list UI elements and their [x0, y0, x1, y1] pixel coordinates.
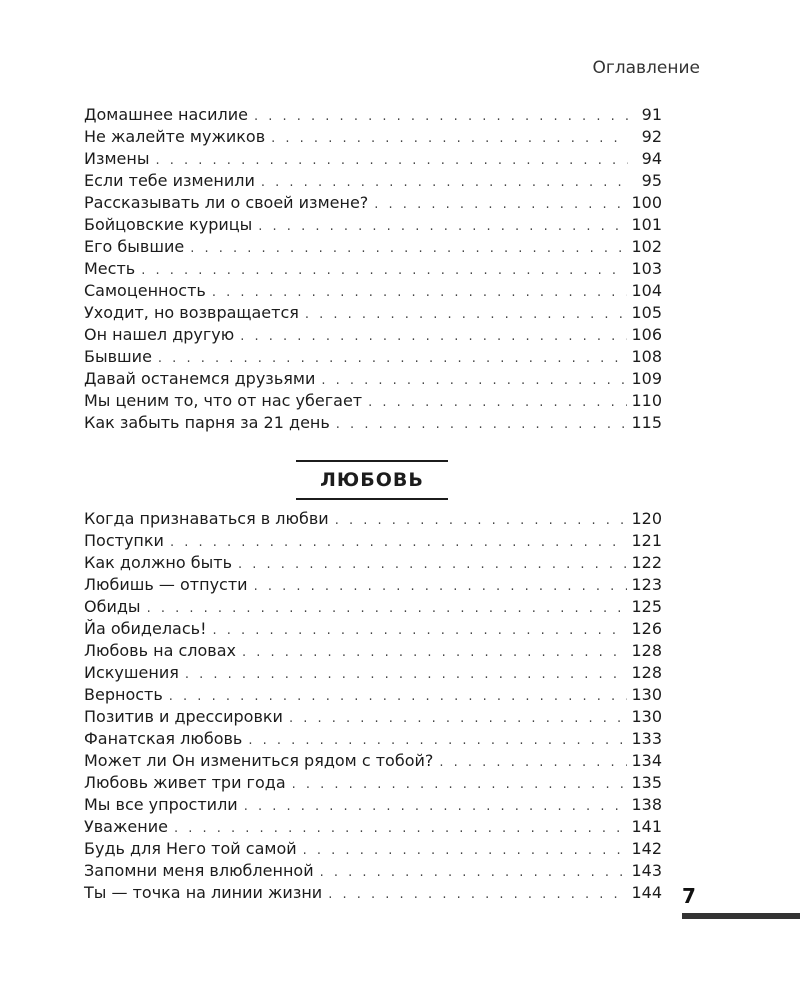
toc-entry-title: Обиды [84, 597, 141, 616]
toc-entry-title: Любишь — отпусти [84, 575, 248, 594]
toc-entry-title: Уважение [84, 817, 168, 836]
toc-entry [84, 684, 662, 706]
toc-entry-page: 95 [641, 171, 662, 190]
toc-entry-title: Ты — точка на линии жизни [84, 883, 323, 902]
toc-leader-dots [185, 664, 628, 686]
toc-entry-title: Давай останемся друзьями [84, 369, 316, 388]
toc-entry-page: 144 [631, 883, 662, 902]
toc-list-section-2 [84, 508, 662, 904]
toc-entry-title: Когда признаваться в любви [84, 509, 329, 528]
toc-entry-title: Будь для Него той самой [84, 839, 297, 858]
toc-entry-title: Месть [84, 259, 136, 278]
toc-entry-page: 130 [631, 685, 662, 704]
toc-leader-dots [336, 414, 628, 436]
toc-entry-page: 105 [631, 303, 662, 322]
toc-entry [84, 346, 662, 368]
toc-entry-title: Его бывшие [84, 237, 185, 256]
toc-entry-page: 115 [631, 413, 662, 432]
toc-entry [84, 552, 662, 574]
toc-entry-page: 109 [631, 369, 662, 388]
toc-entry-title: Домашнее насилие [84, 105, 248, 124]
toc-entry [84, 126, 662, 148]
toc-leader-dots [305, 304, 628, 326]
toc-leader-dots [254, 576, 628, 598]
toc-entry-page: 102 [631, 237, 662, 256]
toc-leader-dots [174, 818, 628, 840]
toc-entry-page: 94 [641, 149, 662, 168]
toc-entry-page: 110 [631, 391, 662, 410]
toc-entry-title: Может ли Он измениться рядом с тобой? [84, 751, 434, 770]
toc-entry-title: Измены [84, 149, 150, 168]
toc-entry [84, 324, 662, 346]
toc-leader-dots [261, 172, 628, 194]
toc-entry-page: 92 [641, 127, 662, 146]
toc-leader-dots [155, 150, 628, 172]
toc-entry-title: Любовь на словах [84, 641, 236, 660]
toc-entry-page: 106 [631, 325, 662, 344]
toc-entry-page: 108 [631, 347, 662, 366]
toc-leader-dots [213, 620, 628, 642]
toc-leader-dots [147, 598, 628, 620]
toc-entry [84, 214, 662, 236]
toc-entry-title: Искушения [84, 663, 179, 682]
toc-entry [84, 772, 662, 794]
toc-entry [84, 728, 662, 750]
toc-entry-page: 100 [631, 193, 662, 212]
toc-entry-title: Как должно быть [84, 553, 232, 572]
toc-entry-title: Позитив и дрессировки [84, 707, 283, 726]
toc-leader-dots [292, 774, 628, 796]
running-header: Оглавление [592, 58, 700, 78]
toc-entry-title: Если тебе изменили [84, 171, 255, 190]
toc-entry [84, 838, 662, 860]
toc-entry [84, 750, 662, 772]
toc-entry-page: 103 [631, 259, 662, 278]
toc-list-section-1 [84, 104, 662, 434]
toc-leader-dots [271, 128, 628, 150]
toc-entry-title: Поступки [84, 531, 164, 550]
toc-entry [84, 662, 662, 684]
toc-entry-page: 123 [631, 575, 662, 594]
toc-entry [84, 882, 662, 904]
toc-entry [84, 236, 662, 258]
toc-entry [84, 816, 662, 838]
toc-leader-dots [303, 840, 628, 862]
toc-entry-page: 120 [631, 509, 662, 528]
page-edge-bar [682, 913, 800, 919]
toc-leader-dots [374, 194, 627, 216]
toc-entry-title: Бойцовские курицы [84, 215, 253, 234]
toc-entry-page: 126 [631, 619, 662, 638]
toc-entry-title: Мы все упростили [84, 795, 238, 814]
toc-entry [84, 640, 662, 662]
toc-leader-dots [258, 216, 627, 238]
page-number: 7 [682, 884, 696, 908]
toc-leader-dots [439, 752, 627, 774]
toc-leader-dots [321, 370, 627, 392]
toc-entry-page: 134 [631, 751, 662, 770]
toc-entry [84, 706, 662, 728]
toc-leader-dots [254, 106, 628, 128]
toc-leader-dots [169, 686, 628, 708]
toc-entry [84, 618, 662, 640]
toc-entry-title: Уходит, но возвращается [84, 303, 299, 322]
toc-entry-title: Он нашел другую [84, 325, 235, 344]
toc-entry [84, 258, 662, 280]
toc-entry-title: Йа обиделась! [84, 619, 207, 638]
toc-entry-page: 91 [641, 105, 662, 124]
toc-leader-dots [141, 260, 627, 282]
toc-leader-dots [238, 554, 627, 576]
toc-entry-page: 122 [631, 553, 662, 572]
toc-leader-dots [212, 282, 628, 304]
toc-entry-page: 143 [631, 861, 662, 880]
toc-entry [84, 794, 662, 816]
toc-entry [84, 192, 662, 214]
toc-leader-dots [242, 642, 627, 664]
toc-leader-dots [190, 238, 627, 260]
toc-leader-dots [335, 510, 628, 532]
toc-leader-dots [248, 730, 627, 752]
toc-entry-page: 135 [631, 773, 662, 792]
toc-entry-title: Любовь живет три года [84, 773, 286, 792]
toc-entry [84, 390, 662, 412]
toc-leader-dots [170, 532, 628, 554]
toc-entry-title: Бывшие [84, 347, 152, 366]
toc-entry-page: 121 [631, 531, 662, 550]
toc-entry-page: 128 [631, 663, 662, 682]
toc-entry [84, 860, 662, 882]
toc-entry [84, 302, 662, 324]
toc-entry-title: Мы ценим то, что от нас убегает [84, 391, 363, 410]
toc-entry-page: 128 [631, 641, 662, 660]
toc-entry-page: 125 [631, 597, 662, 616]
toc-entry-page: 104 [631, 281, 662, 300]
toc-entry [84, 170, 662, 192]
toc-entry [84, 574, 662, 596]
toc-entry-title: Запомни меня влюбленной [84, 861, 314, 880]
toc-entry-title: Не жалейте мужиков [84, 127, 266, 146]
toc-leader-dots [328, 884, 627, 906]
toc-entry [84, 508, 662, 530]
toc-entry-page: 142 [631, 839, 662, 858]
toc-entry-page: 141 [631, 817, 662, 836]
toc-entry-page: 130 [631, 707, 662, 726]
toc-entry [84, 368, 662, 390]
toc-leader-dots [240, 326, 627, 348]
toc-entry-title: Самоценность [84, 281, 206, 300]
toc-leader-dots [368, 392, 627, 414]
toc-entry [84, 596, 662, 618]
toc-entry-title: Как забыть парня за 21 день [84, 413, 330, 432]
toc-entry-page: 138 [631, 795, 662, 814]
toc-entry [84, 530, 662, 552]
toc-entry-page: 101 [631, 215, 662, 234]
toc-entry [84, 148, 662, 170]
toc-entry [84, 412, 662, 434]
toc-entry [84, 104, 662, 126]
toc-leader-dots [244, 796, 628, 818]
toc-leader-dots [320, 862, 628, 884]
section-heading: ЛЮБОВЬ [296, 460, 448, 500]
toc-leader-dots [158, 348, 628, 370]
toc-leader-dots [289, 708, 628, 730]
toc-entry-title: Рассказывать ли о своей измене? [84, 193, 369, 212]
toc-entry-title: Верность [84, 685, 163, 704]
toc-entry-title: Фанатская любовь [84, 729, 243, 748]
toc-entry [84, 280, 662, 302]
toc-entry-page: 133 [631, 729, 662, 748]
